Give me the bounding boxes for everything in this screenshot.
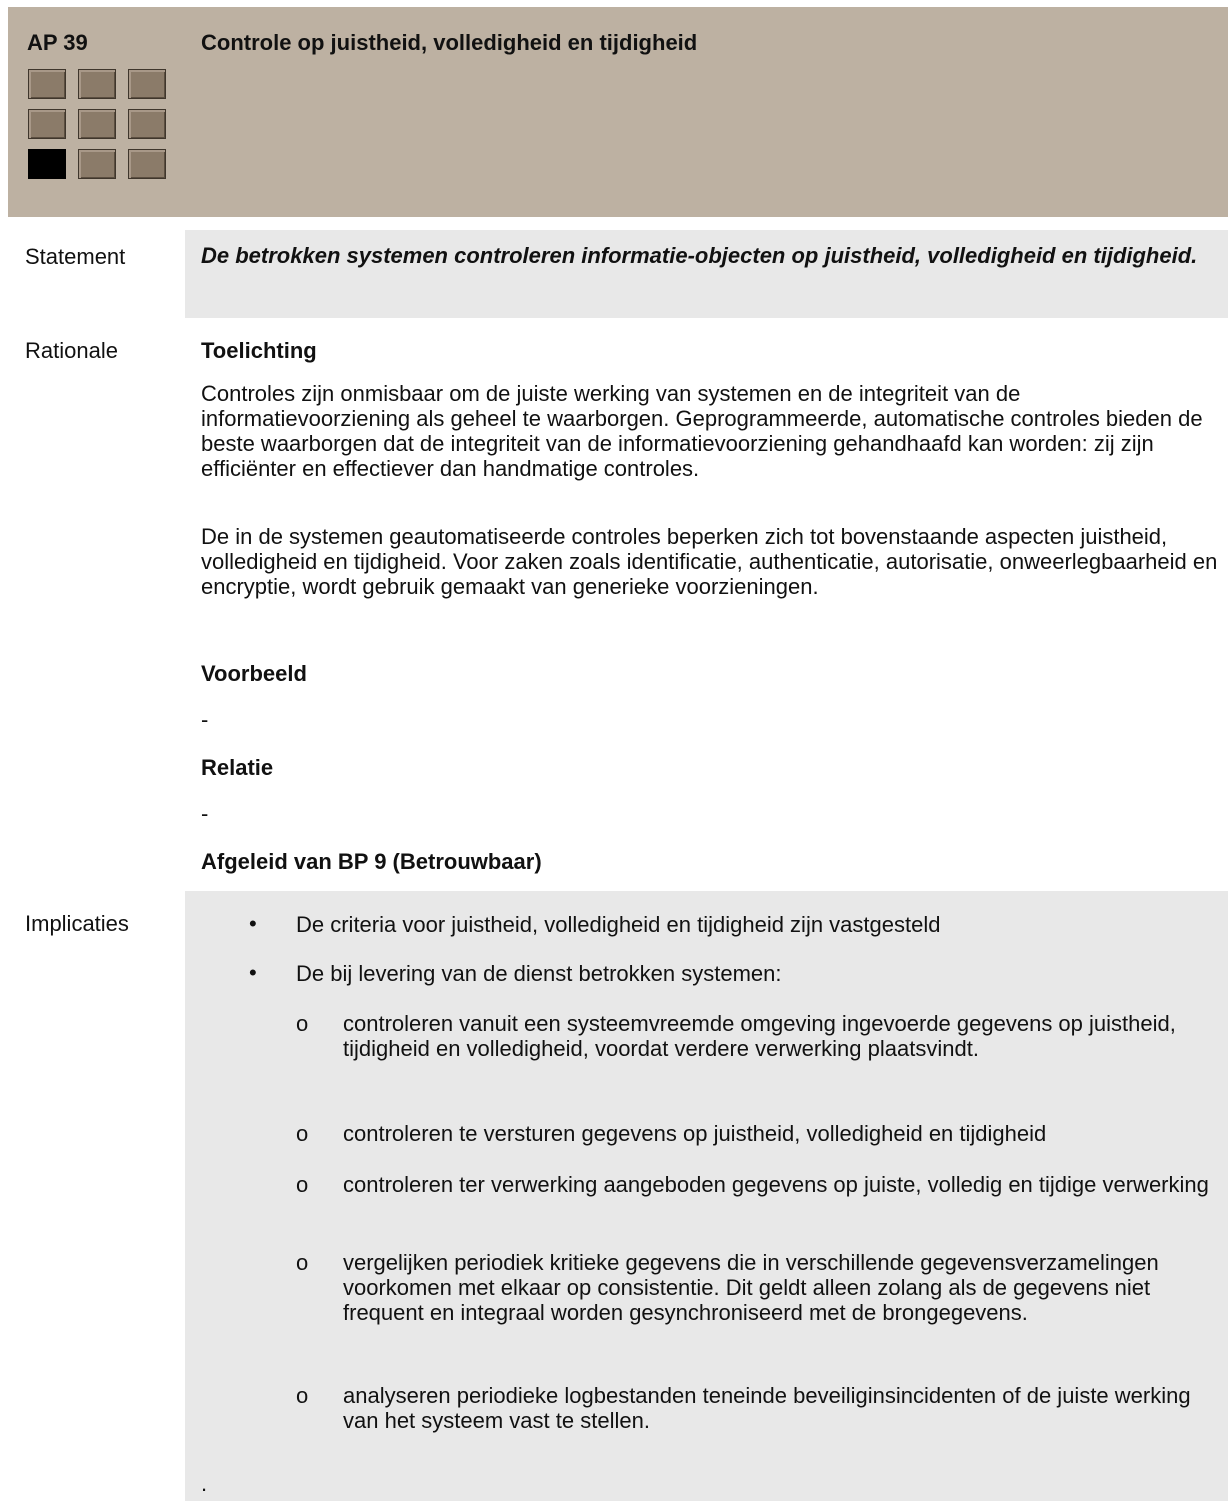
grid-cell xyxy=(28,109,66,139)
principle-title: Controle op juistheid, volledigheid en tijdigheid xyxy=(201,30,698,55)
rationale-section xyxy=(185,326,1228,891)
principle-header xyxy=(8,7,1228,217)
relatie-value: - xyxy=(201,801,209,826)
grid-cell xyxy=(128,149,166,179)
sub-bullet-icon: o xyxy=(296,1383,309,1408)
trailing-dot: . xyxy=(201,1471,208,1496)
grid-cell xyxy=(78,69,116,99)
bullet-icon: • xyxy=(249,960,257,985)
statement-label: Statement xyxy=(25,244,126,269)
implicatie-sub-item: controleren vanuit een systeemvreemde omgeving ingevoerde gegevens op juistheid, tijdigheid en volledigheid, voordat verdere verwerking plaatsvindt. xyxy=(343,1011,1176,1061)
category-grid-icon xyxy=(28,69,168,179)
bullet-icon: • xyxy=(249,911,257,936)
implicatie-sub-item: vergelijken periodiek kritieke gegevens die in verschillende gegevensverzamelingen voorkomen met elkaar op consistentie. Dit geldt alleen zolang als de gegevens niet frequent en integraal worden gesynchroniseerd met de brongegevens. xyxy=(343,1250,1159,1325)
statement-section xyxy=(185,230,1228,318)
implicatie-item: De bij levering van de dienst betrokken systemen: xyxy=(296,961,782,986)
toelichting-heading: Toelichting xyxy=(201,338,317,363)
sub-bullet-icon: o xyxy=(296,1121,309,1146)
grid-cell xyxy=(128,109,166,139)
grid-cell-active xyxy=(28,149,66,179)
implicatie-sub-item: controleren ter verwerking aangeboden gegevens op juiste, volledig en tijdige verwerking xyxy=(343,1172,1209,1197)
sub-bullet-icon: o xyxy=(296,1172,309,1197)
grid-cell xyxy=(128,69,166,99)
voorbeeld-value: - xyxy=(201,707,209,732)
voorbeeld-heading: Voorbeeld xyxy=(201,661,307,686)
grid-cell xyxy=(78,149,116,179)
rationale-label: Rationale xyxy=(25,338,118,363)
sub-bullet-icon: o xyxy=(296,1011,309,1036)
toelichting-paragraph-2: De in de systemen geautomatiseerde controles beperken zich tot bovenstaande aspecten juistheid, volledigheid en tijdigheid. Voor zaken zoals identificatie, authenticatie, autorisatie, onweerlegbaarheid en encryptie, wordt gebruik gemaakt van generieke voorzieningen. xyxy=(201,524,1218,599)
relatie-heading: Relatie xyxy=(201,755,274,780)
toelichting-paragraph-1: Controles zijn onmisbaar om de juiste werking van systemen en de integriteit van de informatievoorziening als geheel te waarborgen. Geprogrammeerde, automatische controles bieden de beste waarborgen dat de integriteit van de informatievoorziening gehandhaafd kan worden: zij zijn efficiënter en effectiever dan handmatige controles. xyxy=(201,381,1203,481)
implicatie-sub-item: analyseren periodieke logbestanden teneinde beveiliginsincidenten of de juiste werking van het systeem vast te stellen. xyxy=(343,1383,1191,1433)
implicatie-sub-item: controleren te versturen gegevens op juistheid, volledigheid en tijdigheid xyxy=(343,1121,1047,1146)
implicatie-item: De criteria voor juistheid, volledigheid en tijdigheid zijn vastgesteld xyxy=(296,912,941,937)
implicaties-section xyxy=(185,891,1228,1501)
implicaties-label: Implicaties xyxy=(25,911,129,936)
afgeleid-text: Afgeleid van BP 9 (Betrouwbaar) xyxy=(201,849,542,874)
grid-cell xyxy=(28,69,66,99)
statement-text: De betrokken systemen controleren informatie-objecten op juistheid, volledigheid en tijdigheid. xyxy=(201,243,1198,268)
grid-cell xyxy=(78,109,116,139)
principle-id: AP 39 xyxy=(27,30,88,55)
sub-bullet-icon: o xyxy=(296,1250,309,1275)
